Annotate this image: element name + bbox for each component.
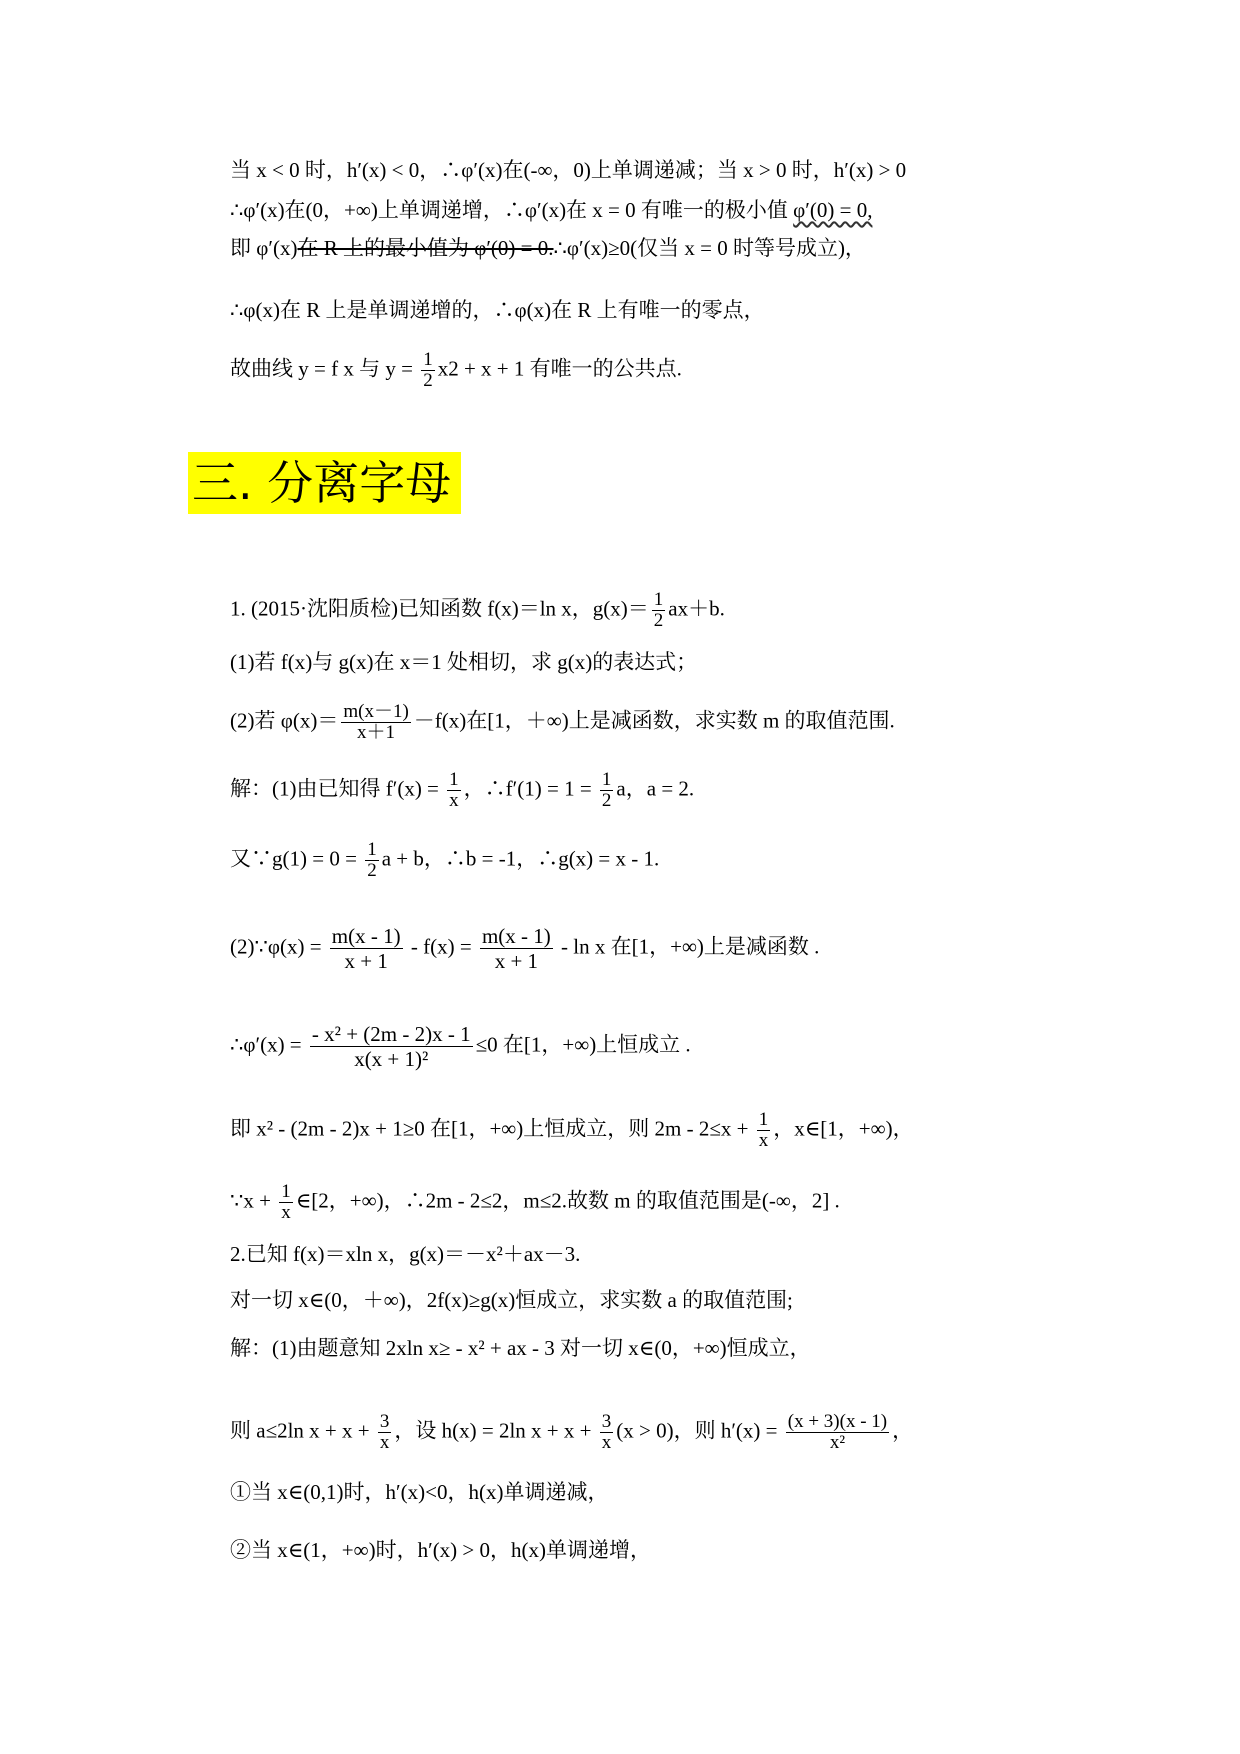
solution-2-line-1: 解：(1)由题意知 2xln x≥ - x² + ax - 3 对一切 x∈(0，+∞)恒成立， <box>230 1336 811 1360</box>
solution-1-line-3: (2)∵φ(x) = $\frac{m(x - 1)}{x + 1}$ - f(x) = $\frac{m(x - 1)}{x + 1}$ - ln x 在[1，+∞)上是减函数 . <box>230 924 820 973</box>
text-line-4: ∴φ(x)在 R 上是单调递增的，∴φ(x)在 R 上有唯一的零点， <box>230 298 765 322</box>
text-line-2-underlined: φ′(0) = 0, <box>793 198 873 222</box>
text-line-5 <box>230 350 682 391</box>
solution-1-line-6: ∵x + $\frac{1}{x}$ ∈[2，+∞)，∴2m - 2≤2，m≤2.故数 m 的取值范围是(-∞，2] . <box>230 1181 840 1223</box>
fraction-one-over-x: $\frac{1}{x}$ <box>449 769 459 811</box>
fraction-one-over-x: $\frac{1}{x}$ <box>281 1181 291 1223</box>
text-line-1: 当 x < 0 时，h′(x) < 0，∴φ′(x)在(-∞，0)上单调递减；当 x > 0 时，h′(x) > 0 <box>230 158 907 182</box>
fraction-phi: $\frac{m(x - 1)}{x + 1}$ <box>331 924 401 973</box>
solution-2-line-3: ①当 x∈(0,1)时，h′(x)<0，h(x)单调递减， <box>230 1480 609 1504</box>
fraction-phi-prime: $\frac{\text{- x² + (2m - 2)x - 1}}{\text{x(x + 1)²}}$ <box>311 1022 471 1071</box>
fraction-h-prime: $\frac{(x + 3)(x - 1)}{\text{x²}}$ <box>787 1411 888 1453</box>
fraction-half: $\frac{1}{2}$ <box>653 589 664 631</box>
solution-2-line-4: ②当 x∈(1，+∞)时，h′(x) > 0，h(x)单调递增， <box>230 1538 652 1562</box>
fraction-half: $\frac{1}{2}$ <box>367 839 377 881</box>
text-line-2-main: ∴φ′(x)在(0，+∞)上单调递增，∴φ′(x)在 x = 0 有唯一的极小值 <box>230 198 794 222</box>
text-line-3-strikethrough: 在 R 上的最小值为 φ′(0) = 0. <box>297 236 554 260</box>
solution-1-line-2: 又∵g(1) = 0 = $\frac{1}{2}$ a + b，∴b = -1，∴g(x) = x - 1. <box>230 839 660 881</box>
fraction-half: $\frac{1}{2}$ <box>601 769 612 811</box>
fraction-m-over-x-plus-1: $\frac{m(x-1)}{x+1}$ <box>343 701 409 743</box>
solution-2-line-2: 则 a≤2ln x + x + $\frac{3}{x}$ ，设 h(x) = 2ln x + x + $\frac{3}{x}$ (x > 0)，则 h′(x) = $\frac{(x + 3)(x - 1)}{\text{x²}}$ ， <box>230 1411 914 1453</box>
text-line-5-end: x2 + x + 1 有唯一的公共点. <box>437 356 682 381</box>
text-line-3-start: 即 φ′(x) <box>230 236 298 260</box>
fraction-half: $\frac{1}{2}$ <box>423 349 433 391</box>
fraction-three-over-x: $\frac{3}{x}$ <box>379 1411 390 1453</box>
section-heading: 三. 分离字母 <box>188 452 461 514</box>
text-line-3-end: ∴φ′(x)≥0(仅当 x = 0 时等号成立)， <box>553 236 866 260</box>
text-line-3 <box>230 234 866 262</box>
text-line-5-start: 故曲线 y = f x 与 y = <box>230 356 419 381</box>
text-line-2 <box>230 196 872 224</box>
fraction-three-over-x: $\frac{3}{x}$ <box>601 1411 612 1453</box>
solution-1-line-1: 解：(1)由已知得 f′(x) = $\frac{1}{x}$ ，∴f′(1) = 1 = $\frac{1}{2}$ a，a = 2. <box>230 769 695 811</box>
fraction-phi-repeat: $\frac{m(x - 1)}{x + 1}$ <box>481 924 551 973</box>
problem-1-part-1: (1)若 f(x)与 g(x)在 x＝1 处相切，求 g(x)的表达式； <box>230 650 698 674</box>
solution-1-line-4: ∴φ′(x) = $\frac{\text{- x² + (2m - 2)x - 1}}{\text{x(x + 1)²}}$ ≤0 在[1，+∞)上恒成立 . <box>230 1022 691 1071</box>
problem-2-question-line-2: 对一切 x∈(0，＋∞)，2f(x)≥g(x)恒成立，求实数 a 的取值范围; <box>230 1288 793 1312</box>
problem-1-question: 1. (2015·沈阳质检)已知函数 f(x)＝ln x，g(x)＝ $\frac{1}{2}$ ax＋b. <box>230 589 725 631</box>
problem-1-part-2: (2)若 φ(x)＝ $\frac{m(x-1)}{x+1}$ －f(x)在[1，＋∞)上是减函数，求实数 m 的取值范围. <box>230 701 895 743</box>
problem-2-question: 2.已知 f(x)＝xln x，g(x)＝－x²＋ax－3. <box>230 1242 581 1266</box>
solution-1-line-5: 即 x² - (2m - 2)x + 1≥0 在[1，+∞)上恒成立，则 2m - 2≤x + $\frac{1}{x}$ ，x∈[1，+∞)， <box>230 1109 914 1151</box>
fraction-one-over-x: $\frac{1}{x}$ <box>758 1109 769 1151</box>
